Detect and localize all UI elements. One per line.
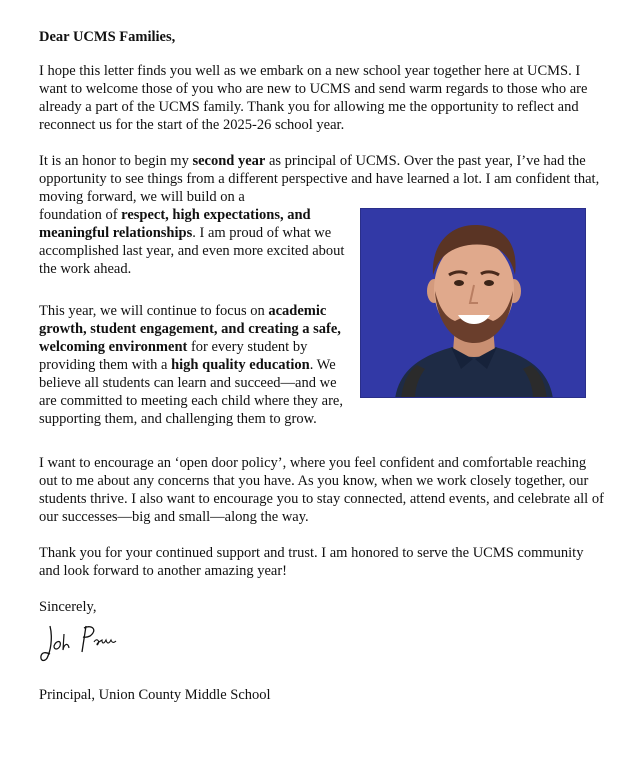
text: . I am proud of what we accomplished last year, and even more excited about the work ahead. [39,225,345,277]
principal-photo [360,208,586,398]
paragraph-foundation [39,206,351,278]
bold-text: academic growth, student engagement, and creating a safe, welcoming environment [39,303,341,355]
paragraph-thanks: Thank you for your continued support and trust. I am honored to serve the UCMS community and look forward to another amazing year! [39,545,584,579]
salutation: Dear UCMS Families, [39,29,176,45]
bold-text: respect, high expectations, and meaningful relationships [39,207,311,241]
bold-text: high quality education [171,357,310,373]
paragraph-second-year [39,152,607,206]
text: This year, we will continue to focus on [39,303,269,319]
signature-icon [36,612,126,668]
signer-title: Principal, Union County Middle School [39,687,271,703]
closing: Sincerely, [39,599,97,615]
text: foundation of [39,207,122,223]
paragraph-open-door: I want to encourage an ‘open door policy’, where you feel confident and comfortable reaching out to me about any concerns that you have. As you know, when we work closely together, our students thrive. I also want to encourage you to stay connected, attend events, and celebrate all of our successes—big and small—along the way. [39,455,604,525]
text: for every student by providing them with a [39,339,308,373]
paragraph-focus [39,302,351,428]
text: as principal of UCMS. Over the past year, I’ve had the opportunity to see things from a different perspective and have learned a lot. I am confident that, moving forward, we will build on a [39,153,600,205]
bold-text: second year [192,153,266,169]
text: It is an honor to begin my [39,153,193,169]
paragraph-welcome: I hope this letter finds you well as we embark on a new school year together here at UCMS. I want to welcome those of you who are new to UCMS and send warm regards to those who are already a part of the UCMS family. Thank you for allowing me the opportunity to reflect and reconnect us for the start of the 2025-26 school year. [39,63,588,133]
principal-portrait-icon [361,209,586,398]
text: . We believe all students can learn and succeed—and we are committed to meeting each child where they are, supporting them, and challenging them to grow. [39,357,343,427]
